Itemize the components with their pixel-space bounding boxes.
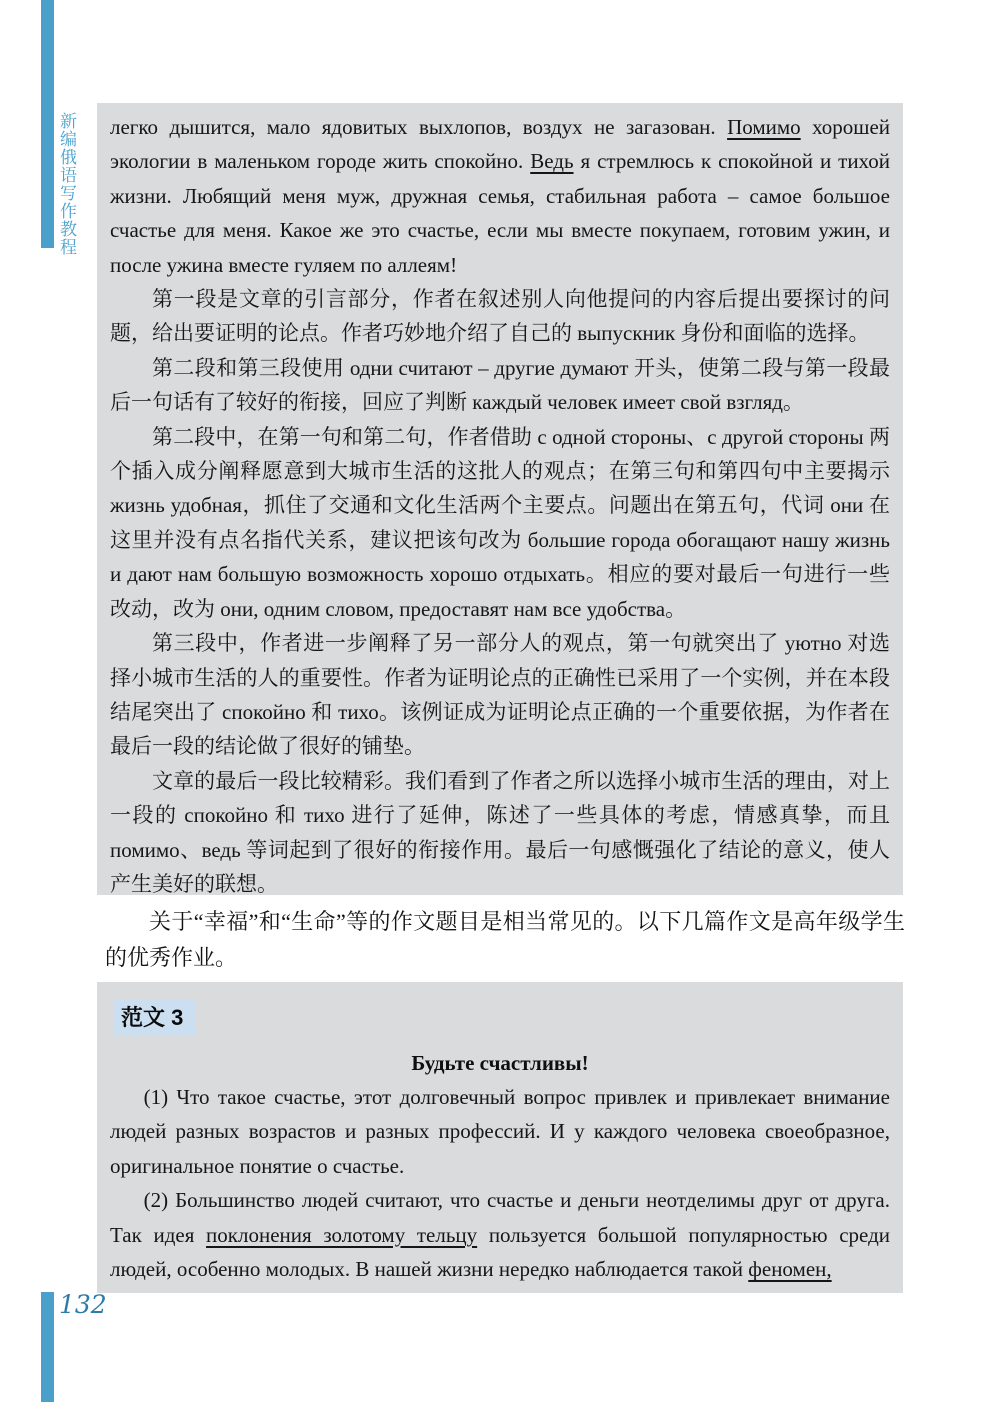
commentary-paragraph-4: 第三段中，作者进一步阐释了另一部分人的观点，第一句就突出了 уютно 对选择小城市生活的人的重要性。作者为证明论点的正确性已采用了一个实例，并在本段结尾突出了 спокойно 和 тихо。该例证成为证明论点正确的一个重要依据，为作者在最后一段的结论做了很好的铺垫。 (110, 631, 890, 759)
underlined-word-fenomen: феномен, (748, 1257, 832, 1282)
essay-paragraph-2 (110, 1183, 890, 1286)
underlined-word-ved: Ведь (530, 149, 574, 174)
commentary-box (97, 103, 903, 895)
left-accent-bar-top (41, 0, 54, 248)
book-title-vertical: 新编俄语写作教程 (57, 112, 76, 256)
commentary-paragraph-2: 第二段和第三段使用 одни считают – другие думают 开头，使第二段与第一段最后一句话有了较好的衔接，回应了判断 каждый человек имеет свой взгляд。 (110, 355, 891, 415)
model-essay-label: 范文 3 (114, 1000, 195, 1035)
essay-text-segment: (2) Большинство людей считают, что счастье и деньги неотделимы друг от друга. Так идея (110, 1188, 890, 1247)
commentary-paragraph-3: 第二段中，在第一句和第二句，作者借助 с одной стороны、с другой стороны 两个插入成分阐释愿意到大城市生活的这批人的观点；在第三句和第四句中主要揭示 жизнь удобная，抓住了交通和文化生活两个主要点。问题出在第五句，代词 они 在这里并没有点名指代关系，建议把该句改为 большие города обогащают нашу жизнь и дают нам большую возможность хорошо отдыхать。相应的要对最后一句进行一些改动，改为 они, одним словом, предоставят нам все удобства。 (110, 424, 890, 621)
model-essay-box (97, 982, 903, 1293)
russian-text-segment: легко дышится, мало ядовитых выхлопов, воздух не загазован. (110, 115, 728, 139)
underlined-phrase-golden-calf: поклонения золотому тельцу (206, 1222, 478, 1247)
commentary-paragraph-1: 第一段是文章的引言部分，作者在叙述别人向他提问的内容后提出要探讨的问题，给出要证明的论点。作者巧妙地介绍了自己的 выпускник 身份和面临的选择。 (110, 287, 890, 346)
russian-continuation-paragraph (110, 110, 890, 282)
commentary-paragraph-5: 文章的最后一段比较精彩。我们看到了作者之所以选择小城市生活的理由，对上一段的 спокойно 和 тихо 进行了延伸，陈述了一些具体的考虑，情感真挚，而且 помимо、ведь 等词起到了很好的衔接作用。最后一句感慨强化了结论的意义，使人产生美好的联想。 (110, 768, 890, 896)
underlined-word-pomimo: Помимо (727, 115, 801, 139)
interlude-paragraph: 关于“幸福”和“生命”等的作文题目是相当常见的。以下几篇作文是高年级学生的优秀作业。 (105, 909, 905, 970)
left-accent-bar-bottom (41, 1292, 54, 1402)
russian-text-segment: хорошей экологии в маленьком городе жить спокойно. (110, 115, 891, 174)
page-number: 132 (59, 1290, 107, 1319)
essay-paragraph-1: (1) Что такое счастье, этот долговечный вопрос привлек и привлекает внимание людей разных возрастов и разных профессий. И у каждого человека своеобразное, оригинальное понятие о счастье. (110, 1085, 890, 1178)
essay-text-segment: пользуется большой популярностью среди людей, особенно молодых. В нашей жизни нередко наблюдается такой (110, 1222, 890, 1282)
russian-text-segment: я стремлюсь к спокойной и тихой жизни. Любящий меня муж, дружная семья, стабильная работа – самое большое счастье для меня. Какое же это счастье, если мы вместе покупаем, готовим ужин, и после ужина вместе гуляем по аллеям! (110, 149, 890, 277)
essay-title: Будьте счастливы! (411, 1051, 589, 1075)
